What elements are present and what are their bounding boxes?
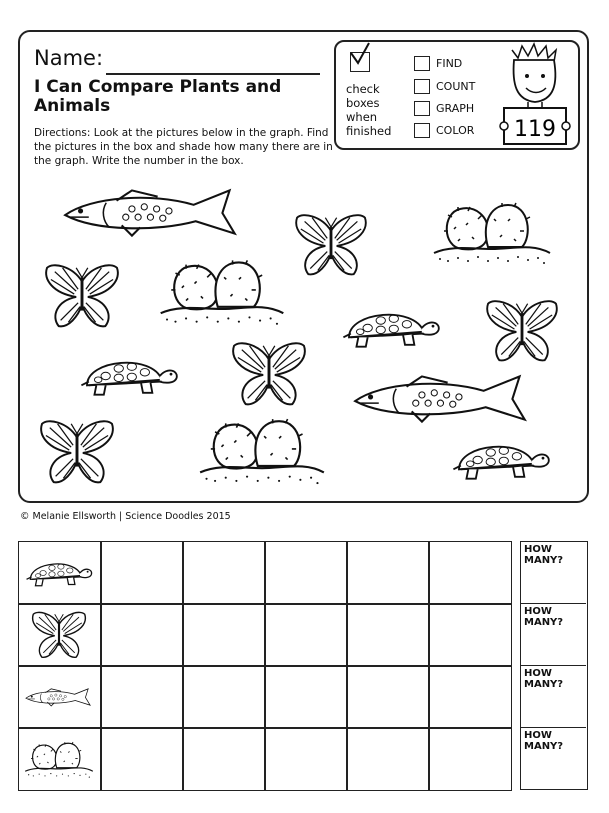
how-many-column bbox=[520, 541, 588, 790]
checkbox-count-label: COUNT bbox=[436, 80, 476, 93]
page-title: I Can Compare Plants and Animals bbox=[34, 77, 282, 116]
graph-row-cactus-picture bbox=[18, 727, 102, 791]
graph-cell-fish-3[interactable] bbox=[264, 665, 348, 729]
turtle-icon bbox=[70, 348, 188, 404]
graph-cell-cactus-4[interactable] bbox=[346, 727, 430, 791]
name-line[interactable] bbox=[106, 73, 320, 75]
butterfly-icon bbox=[228, 340, 310, 408]
graph-cell-cactus-1[interactable] bbox=[100, 727, 184, 791]
checklist-panel bbox=[334, 40, 580, 150]
copyright-credit: © Melanie Ellsworth | Science Doodles 2015 bbox=[20, 511, 231, 522]
how-many-butterfly[interactable]: HOW MANY? bbox=[524, 606, 564, 628]
fish-icon bbox=[24, 672, 94, 722]
graph-cell-turtle-2[interactable] bbox=[182, 541, 266, 605]
checkbox-find-label: FIND bbox=[436, 57, 463, 70]
cactus-icon bbox=[158, 254, 286, 328]
butterfly-icon bbox=[291, 212, 371, 278]
checkbox-graph-label: GRAPH bbox=[436, 102, 475, 115]
butterfly-icon bbox=[24, 610, 94, 660]
turtle-icon bbox=[336, 300, 446, 356]
graph-cell-turtle-4[interactable] bbox=[346, 541, 430, 605]
kid-icon bbox=[498, 44, 572, 148]
cactus-icon bbox=[24, 734, 94, 784]
turtle-icon bbox=[24, 548, 94, 598]
how-many-turtle[interactable]: HOW MANY? bbox=[524, 544, 564, 566]
graph-row-butterfly-picture bbox=[18, 603, 102, 667]
graph-cell-fish-4[interactable] bbox=[346, 665, 430, 729]
cactus-icon bbox=[198, 412, 326, 488]
graph-cell-cactus-3[interactable] bbox=[264, 727, 348, 791]
checkmark-box bbox=[350, 52, 370, 72]
checkmark-icon bbox=[349, 43, 371, 65]
graph-row-fish-picture bbox=[18, 665, 102, 729]
checkbox-graph[interactable] bbox=[414, 101, 474, 116]
graph-cell-turtle-3[interactable] bbox=[264, 541, 348, 605]
graph-cell-turtle-5[interactable] bbox=[428, 541, 512, 605]
how-many-cactus[interactable]: HOW MANY? bbox=[524, 730, 564, 752]
cactus-icon bbox=[432, 196, 552, 268]
checkbox-count[interactable] bbox=[414, 79, 475, 94]
graph-cell-fish-5[interactable] bbox=[428, 665, 512, 729]
checkbox-color[interactable] bbox=[414, 123, 474, 138]
sign-number: 119 bbox=[514, 117, 556, 142]
fish-icon bbox=[60, 182, 245, 242]
graph-row-turtle-picture bbox=[18, 541, 102, 605]
fish-icon bbox=[350, 368, 535, 428]
name-label: Name: bbox=[34, 46, 104, 70]
graph-cell-turtle-1[interactable] bbox=[100, 541, 184, 605]
directions-text: Directions: Look at the pictures below in the graph. Find the pictures in the box and shade how many there are in the graph. Write the number in the box. bbox=[34, 127, 333, 167]
graph-cell-butterfly-2[interactable] bbox=[182, 603, 266, 667]
graph-cell-cactus-2[interactable] bbox=[182, 727, 266, 791]
graph-cell-butterfly-3[interactable] bbox=[264, 603, 348, 667]
graph-cell-fish-1[interactable] bbox=[100, 665, 184, 729]
butterfly-icon bbox=[36, 418, 118, 486]
butterfly-icon bbox=[482, 298, 562, 364]
graph-cell-butterfly-1[interactable] bbox=[100, 603, 184, 667]
graph-cell-butterfly-5[interactable] bbox=[428, 603, 512, 667]
checklist-prompt: check boxes when finished bbox=[346, 82, 392, 138]
how-many-fish[interactable]: HOW MANY? bbox=[524, 668, 564, 690]
butterfly-icon bbox=[41, 262, 123, 330]
turtle-icon bbox=[442, 432, 560, 488]
graph-cell-cactus-5[interactable] bbox=[428, 727, 512, 791]
graph-cell-butterfly-4[interactable] bbox=[346, 603, 430, 667]
checkbox-color-label: COLOR bbox=[436, 124, 475, 137]
graph-cell-fish-2[interactable] bbox=[182, 665, 266, 729]
checkbox-find[interactable] bbox=[414, 56, 462, 71]
